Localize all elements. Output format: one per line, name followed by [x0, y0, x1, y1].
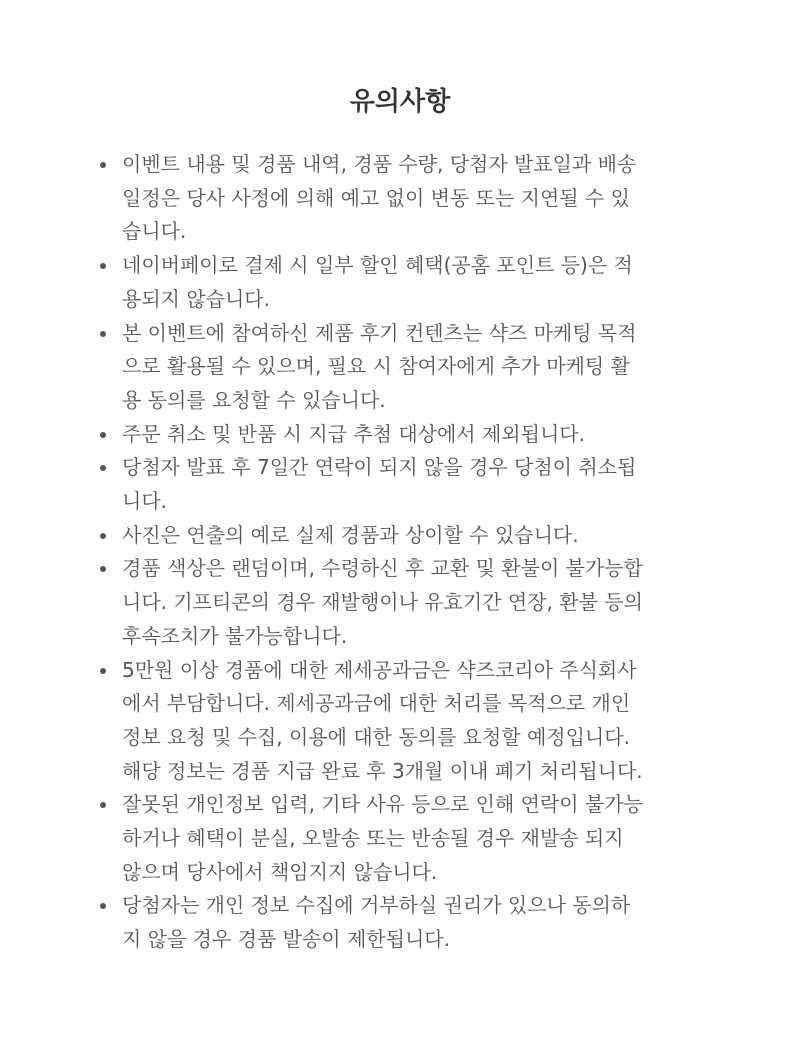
- list-item: [98, 788, 708, 889]
- bullet-icon: [100, 432, 106, 438]
- notice-list: [98, 148, 708, 957]
- list-item-text-line: 정보 요청 및 수집, 이용에 대한 동의를 요청할 예정입니다.: [122, 724, 630, 749]
- list-item-text-line: 용 동의를 요청할 수 있습니다.: [122, 387, 386, 412]
- bullet-icon: [100, 668, 106, 674]
- list-item-text-line: 경품 색상은 랜덤이며, 수령하신 후 교환 및 환불이 불가능합: [122, 556, 643, 581]
- list-item: [98, 889, 708, 956]
- list-item-text-line: 본 이벤트에 참여하신 제품 후기 컨텐츠는 샥즈 마케팅 목적: [122, 320, 637, 345]
- list-item: [98, 451, 708, 518]
- list-item: [98, 519, 708, 553]
- list-item-text-line: 당첨자 발표 후 7일간 연락이 되지 않을 경우 당첨이 취소됩: [122, 455, 637, 480]
- bullet-icon: [100, 533, 106, 539]
- list-item-text-line: 주문 취소 및 반품 시 지급 추첨 대상에서 제외됩니다.: [122, 421, 585, 446]
- bullet-icon: [100, 802, 106, 808]
- list-item-text-line: 습니다.: [122, 219, 187, 244]
- list-item: [98, 552, 708, 653]
- list-item-text-line: 해당 정보는 경품 지급 완료 후 3개월 이내 폐기 처리됩니다.: [122, 758, 643, 783]
- list-item: [98, 317, 708, 418]
- bullet-icon: [100, 331, 106, 337]
- bullet-icon: [100, 903, 106, 909]
- bullet-icon: [100, 566, 106, 572]
- list-item-text-line: 으로 활용될 수 있으며, 필요 시 참여자에게 추가 마케팅 활: [122, 354, 630, 379]
- list-item-text-line: 지 않을 경우 경품 발송이 제한됩니다.: [122, 927, 450, 952]
- list-item-text-line: 에서 부담합니다. 제세공과금에 대한 처리를 목적으로 개인: [122, 691, 631, 716]
- list-item-text-line: 당첨자는 개인 정보 수집에 거부하실 권리가 있으나 동의하: [122, 893, 631, 918]
- list-item: [98, 654, 708, 789]
- list-item-text-line: 니다.: [122, 489, 167, 514]
- list-item-text-line: 않으며 당사에서 책임지지 않습니다.: [122, 859, 438, 884]
- list-item-text-line: 사진은 연출의 예로 실제 경품과 상이할 수 있습니다.: [122, 522, 579, 547]
- list-item-text-line: 니다. 기프티콘의 경우 재발행이나 유효기간 연장, 환불 등의: [122, 590, 643, 615]
- list-item-text-line: 네이버페이로 결제 시 일부 할인 혜택(공홈 포인트 등)은 적: [122, 253, 633, 278]
- list-item-text-line: 용되지 않습니다.: [122, 286, 270, 311]
- list-item-text-line: 일정은 당사 사정에 의해 예고 없이 변동 또는 지연될 수 있: [122, 185, 630, 210]
- list-item-text-line: 하거나 혜택이 분실, 오발송 또는 반송될 경우 재발송 되지: [122, 826, 624, 851]
- list-item-text-line: 후속조치가 불가능합니다.: [122, 623, 348, 648]
- bullet-icon: [100, 162, 106, 168]
- list-item: [98, 418, 708, 452]
- list-item: [98, 249, 708, 316]
- page-title: 유의사항: [349, 87, 451, 117]
- list-item-text-line: 5만원 이상 경품에 대한 제세공과금은 샥즈코리아 주식회사: [122, 657, 637, 682]
- list-item: [98, 148, 708, 249]
- list-item-text-line: 잘못된 개인정보 입력, 기타 사유 등으로 인해 연락이 불가능: [122, 792, 643, 817]
- bullet-icon: [100, 263, 106, 269]
- bullet-icon: [100, 465, 106, 471]
- list-item-text-line: 이벤트 내용 및 경품 내역, 경품 수량, 당첨자 발표일과 배송: [122, 152, 637, 176]
